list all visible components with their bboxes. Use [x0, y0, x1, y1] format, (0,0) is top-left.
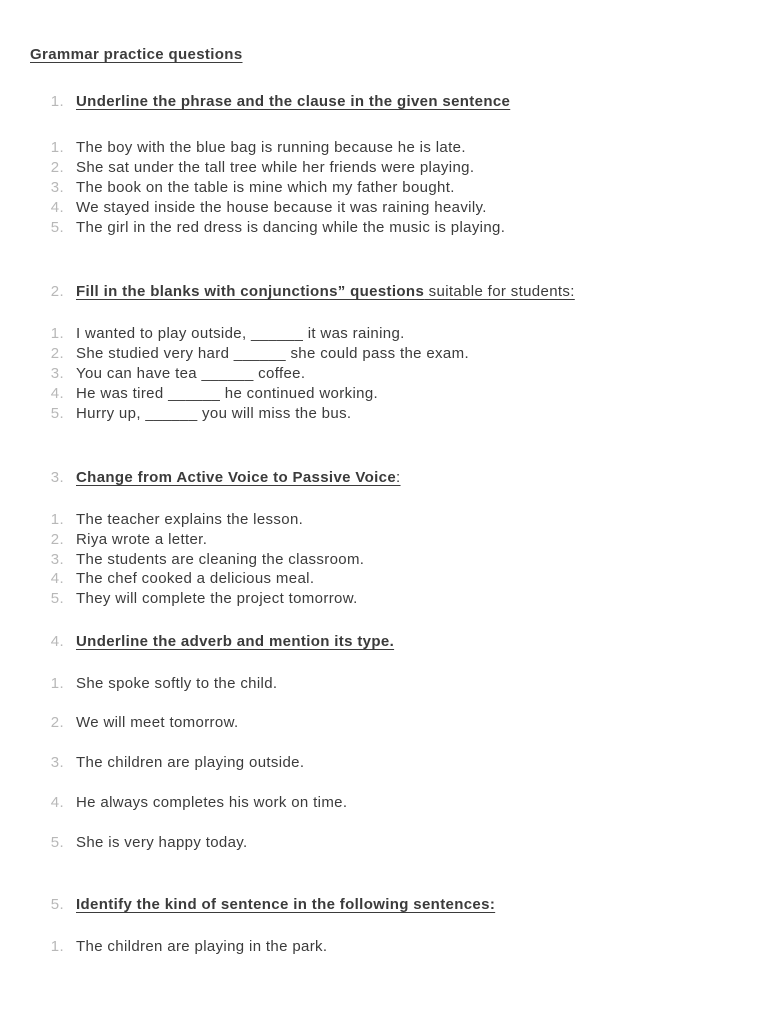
section-number: 1.: [50, 93, 64, 110]
section-number: 5.: [50, 896, 64, 913]
item-number: 1.: [50, 325, 64, 342]
item-text: I wanted to play outside, ______ it was raining.: [76, 325, 405, 342]
item-text: The chef cooked a delicious meal.: [76, 570, 315, 587]
item-text: The girl in the red dress is dancing while the music is playing.: [76, 219, 506, 236]
section-number: 3.: [50, 469, 64, 486]
item-number: 3.: [50, 754, 64, 771]
item-text: The teacher explains the lesson.: [76, 511, 304, 528]
heading-regular: suitable for students:: [424, 283, 575, 300]
item-text: The boy with the blue bag is running because he is late.: [76, 139, 466, 156]
item-number: 4.: [50, 385, 64, 402]
heading-bold: Fill in the blanks with conjunctions” questions: [76, 283, 425, 300]
item-text: He was tired ______ he continued working.: [76, 385, 379, 402]
item-number: 2.: [50, 531, 64, 548]
heading-bold: Identify the kind of sentence in the following sentences:: [76, 896, 496, 913]
item-text: The book on the table is mine which my father bought.: [76, 179, 455, 196]
heading-bold: Underline the phrase and the clause in the given sentence: [76, 93, 511, 110]
heading-regular: :: [396, 469, 401, 486]
item-text: He always completes his work on time.: [76, 794, 348, 811]
section-number: 4.: [50, 633, 64, 650]
section-heading-text: [76, 92, 510, 112]
item-text: She is very happy today.: [76, 834, 248, 851]
item-number: 1.: [50, 675, 64, 692]
item-text: You can have tea ______ coffee.: [76, 365, 306, 382]
section-heading-text: [76, 468, 401, 488]
item-number: 5.: [50, 219, 64, 236]
item-text: They will complete the project tomorrow.: [76, 590, 358, 607]
section-heading-text: [76, 895, 495, 915]
item-number: 5.: [50, 834, 64, 851]
item-text: Hurry up, ______ you will miss the bus.: [76, 405, 352, 422]
item-text: She studied very hard ______ she could pass the exam.: [76, 345, 469, 362]
heading-bold: Change from Active Voice to Passive Voice: [76, 469, 397, 486]
item-text: We stayed inside the house because it was raining heavily.: [76, 199, 487, 216]
item-number: 4.: [50, 199, 64, 216]
item-number: 4.: [50, 570, 64, 587]
item-text: We will meet tomorrow.: [76, 714, 239, 731]
item-number: 3.: [50, 179, 64, 196]
item-text: She spoke softly to the child.: [76, 675, 278, 692]
section-number: 2.: [50, 283, 64, 300]
item-text: The students are cleaning the classroom.: [76, 551, 365, 568]
item-number: 1.: [50, 511, 64, 528]
item-text: The children are playing in the park.: [76, 938, 328, 955]
item-number: 1.: [50, 938, 64, 955]
section-heading-text: [76, 632, 394, 652]
section-heading-text: [76, 282, 575, 302]
item-number: 4.: [50, 794, 64, 811]
item-number: 3.: [50, 365, 64, 382]
item-text: Riya wrote a letter.: [76, 531, 208, 548]
item-number: 5.: [50, 405, 64, 422]
item-number: 3.: [50, 551, 64, 568]
item-number: 1.: [50, 139, 64, 156]
document-title: Grammar practice questions: [30, 46, 243, 63]
item-text: She sat under the tall tree while her friends were playing.: [76, 159, 475, 176]
item-number: 2.: [50, 714, 64, 731]
heading-bold: Underline the adverb and mention its type.: [76, 633, 395, 650]
item-text: The children are playing outside.: [76, 754, 305, 771]
item-number: 2.: [50, 345, 64, 362]
item-number: 2.: [50, 159, 64, 176]
item-number: 5.: [50, 590, 64, 607]
